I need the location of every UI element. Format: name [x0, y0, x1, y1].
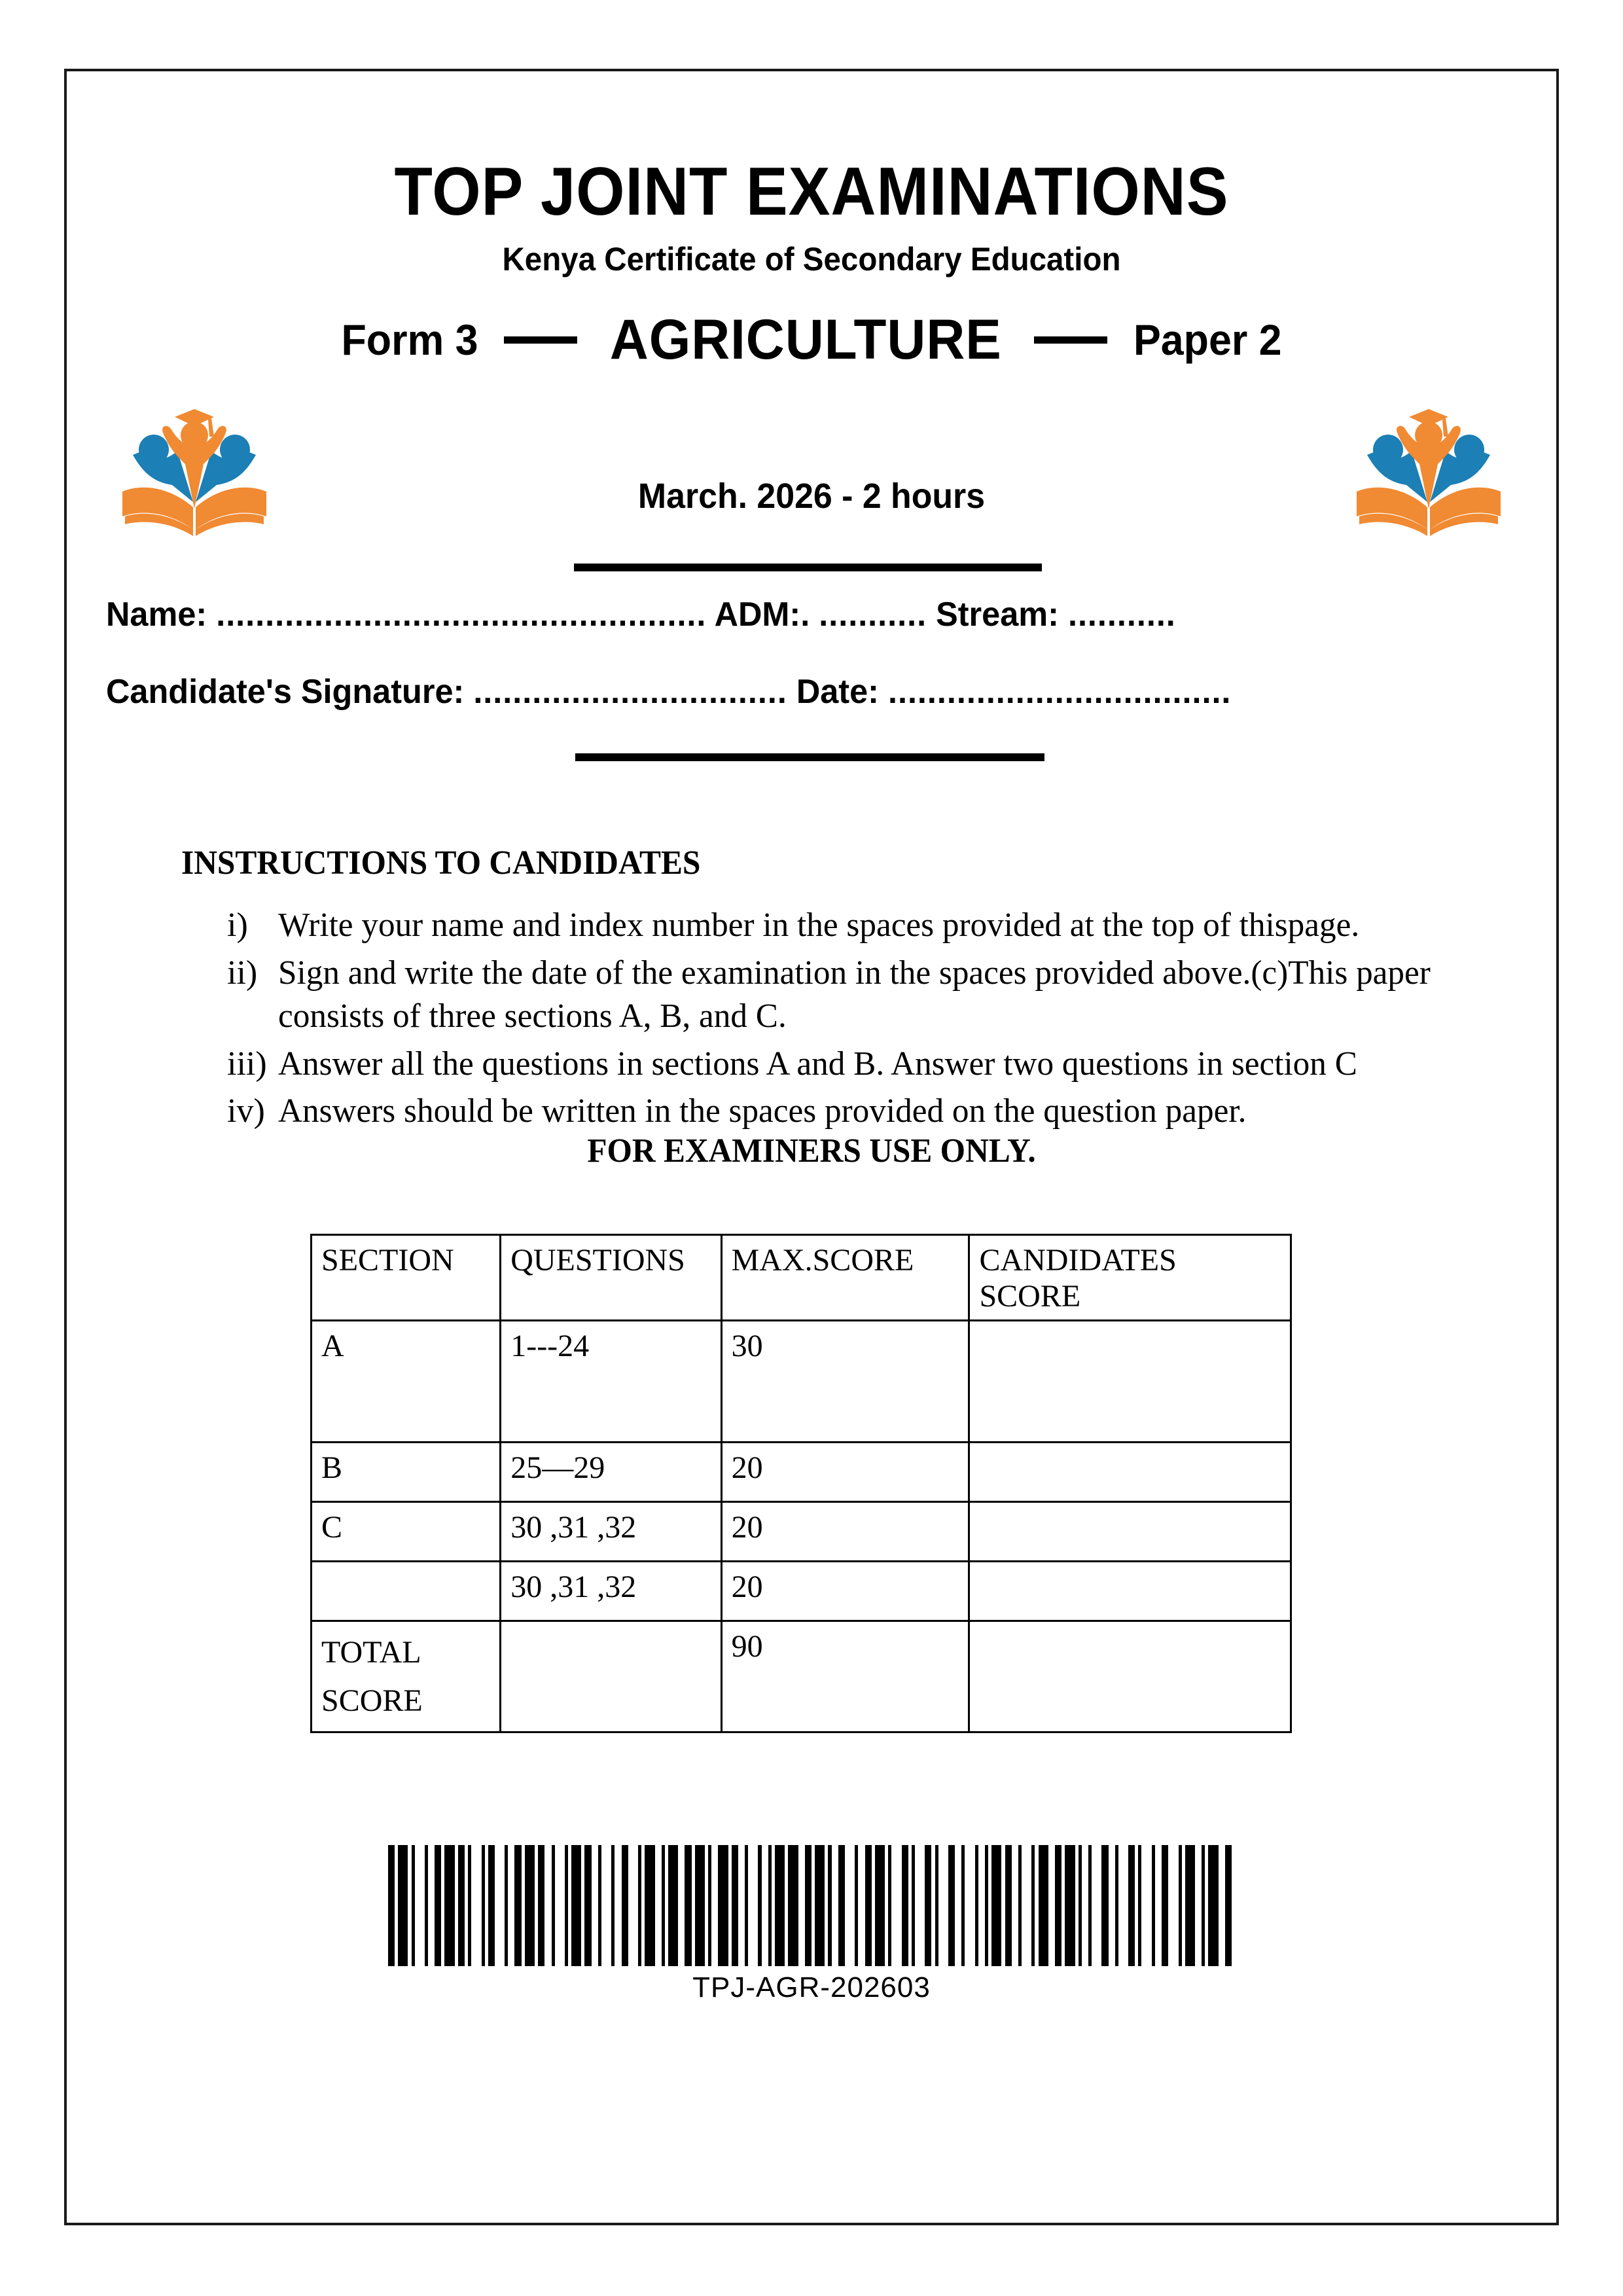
- cell-section: B: [312, 1443, 501, 1502]
- column-header-questions: QUESTIONS: [501, 1235, 721, 1321]
- table-row-total: [312, 1621, 1291, 1732]
- list-item: [227, 952, 1471, 1039]
- table-row: [312, 1562, 1291, 1621]
- table-row: [312, 1321, 1291, 1443]
- cell-max-score: 20: [721, 1502, 969, 1562]
- instructions-heading: INSTRUCTIONS TO CANDIDATES: [181, 844, 701, 882]
- name-label: Name:: [106, 596, 207, 634]
- table-row: [312, 1502, 1291, 1562]
- list-item-text: Write your name and index number in the spaces provided at the top of thispage.: [278, 906, 1360, 944]
- dash-left-icon: [504, 336, 577, 344]
- exam-logo-right: [1350, 399, 1507, 539]
- dash-right-icon: [1034, 336, 1107, 344]
- cell-candidates-score[interactable]: [969, 1502, 1291, 1562]
- page-border: [64, 69, 1559, 2225]
- stream-label: Stream:: [936, 596, 1059, 634]
- table-header-row: [312, 1235, 1291, 1321]
- examiners-heading: FOR EXAMINERS USE ONLY.: [587, 1132, 1036, 1170]
- list-item-marker: ii): [227, 954, 258, 992]
- exam-logo-left: [116, 399, 273, 539]
- candidate-signature-line: [106, 672, 1474, 711]
- signature-input[interactable]: ................................: [473, 673, 787, 711]
- barcode-image: [388, 1845, 1235, 1966]
- cell-section: [312, 1562, 501, 1621]
- list-item-marker: iv): [227, 1092, 265, 1130]
- divider-above-fields: [574, 564, 1042, 571]
- cell-questions: 25—29: [501, 1443, 721, 1502]
- cell-questions: [501, 1621, 721, 1732]
- date-label: Date:: [796, 673, 879, 711]
- subject-title: AGRICULTURE: [609, 308, 1002, 371]
- cell-questions: 30 ,31 ,32: [501, 1502, 721, 1562]
- column-header-max-score: MAX.SCORE: [721, 1235, 969, 1321]
- cell-candidates-score[interactable]: [969, 1443, 1291, 1502]
- exam-date: March. 2026 - 2 hours: [637, 476, 986, 516]
- adm-input[interactable]: ...........: [819, 596, 927, 634]
- cell-max-score-total: 90: [721, 1621, 969, 1732]
- column-header-section: SECTION: [312, 1235, 501, 1321]
- barcode-block: [67, 1845, 1556, 2004]
- column-header-candidates-score: CANDIDATES SCORE: [969, 1235, 1291, 1321]
- barcode-label: TPJ-AGR-202603: [692, 1971, 931, 2003]
- list-item-text: Answer all the questions in sections A and B. Answer two questions in section C: [278, 1045, 1357, 1083]
- date-input[interactable]: ...................................: [887, 673, 1232, 711]
- table-row: [312, 1443, 1291, 1502]
- cell-section: A: [312, 1321, 501, 1443]
- stream-input[interactable]: ...........: [1067, 596, 1176, 634]
- divider-below-fields: [575, 753, 1044, 761]
- cell-questions: 30 ,31 ,32: [501, 1562, 721, 1621]
- list-item: [227, 1090, 1471, 1134]
- list-item-text: Answers should be written in the spaces provided on the question paper.: [278, 1092, 1247, 1130]
- list-item-marker: iii): [227, 1045, 267, 1083]
- exam-title: TOP JOINT EXAMINATIONS: [394, 154, 1229, 230]
- cell-section-total: TOTAL SCORE: [312, 1621, 501, 1732]
- cell-max-score: 30: [721, 1321, 969, 1443]
- cell-max-score: 20: [721, 1443, 969, 1502]
- signature-label: Candidate's Signature:: [106, 673, 465, 711]
- cell-section: C: [312, 1502, 501, 1562]
- cell-candidates-score[interactable]: [969, 1321, 1291, 1443]
- cell-max-score: 20: [721, 1562, 969, 1621]
- exam-subtitle: Kenya Certificate of Secondary Education: [502, 241, 1121, 278]
- list-item-text: Sign and write the date of the examination in the spaces provided above.(c)This paper consists of three sections A, B, and C.: [278, 954, 1431, 1035]
- name-input[interactable]: ..................................................: [216, 596, 707, 634]
- instructions-list: [227, 904, 1471, 1138]
- subject-row: [67, 300, 1556, 379]
- list-item: [227, 904, 1471, 948]
- adm-label: ADM:.: [714, 596, 810, 634]
- cell-candidates-score-total[interactable]: [969, 1621, 1291, 1732]
- examiners-score-table: [310, 1234, 1292, 1733]
- form-label: Form 3: [341, 315, 478, 364]
- list-item-marker: i): [227, 906, 248, 944]
- candidate-name-line: [106, 595, 1474, 634]
- list-item: [227, 1043, 1471, 1086]
- paper-label: Paper 2: [1133, 315, 1282, 364]
- cell-questions: 1---24: [501, 1321, 721, 1443]
- cell-candidates-score[interactable]: [969, 1562, 1291, 1621]
